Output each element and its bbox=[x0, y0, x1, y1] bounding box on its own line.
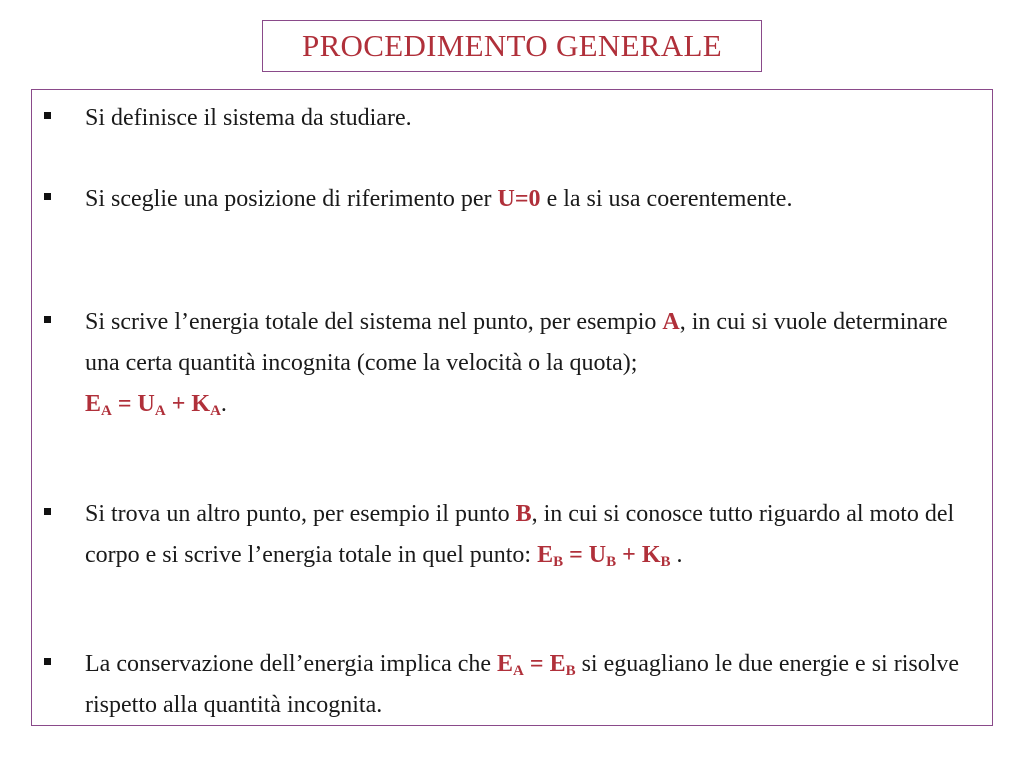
bullet-text-part: La conservazione dell’energia implica che bbox=[85, 651, 498, 677]
bullet-text-part: Si trova un altro punto, per esempio il punto bbox=[85, 501, 516, 527]
formula-symbol: = U bbox=[563, 542, 607, 568]
formula-end: . bbox=[670, 542, 683, 568]
bullet-text bbox=[85, 494, 978, 576]
square-bullet-icon bbox=[44, 193, 51, 200]
formula-symbol: E bbox=[537, 542, 554, 568]
bullet-text-part: , in cui si conosce tutto riguardo al moto del corpo e si scrive l’energia totale in quel punto: bbox=[85, 501, 955, 568]
highlight-term: A bbox=[662, 309, 680, 335]
highlight-term: B bbox=[515, 501, 532, 527]
square-bullet-icon bbox=[44, 316, 51, 323]
energy-formula bbox=[497, 651, 576, 677]
bullet-text bbox=[85, 302, 978, 425]
formula-symbol: + K bbox=[165, 391, 211, 417]
bullet-text-part: si eguagliano le due energie e si risolve rispetto alla quantità incognita. bbox=[85, 651, 960, 718]
formula-symbol: E bbox=[85, 391, 102, 417]
formula-subscript: A bbox=[154, 403, 166, 419]
title-box bbox=[262, 20, 762, 72]
formula-subscript: B bbox=[660, 554, 671, 570]
square-bullet-icon bbox=[44, 112, 51, 119]
slide-title: PROCEDIMENTO GENERALE bbox=[302, 28, 722, 63]
bullet-text bbox=[85, 98, 978, 139]
formula-symbol: E bbox=[497, 651, 514, 677]
formula-subscript: B bbox=[565, 663, 576, 679]
formula-symbol: + K bbox=[616, 542, 661, 568]
formula-end: . bbox=[220, 391, 227, 417]
highlight-term: U=0 bbox=[497, 186, 541, 212]
square-bullet-icon bbox=[44, 658, 51, 665]
formula-symbol: = U bbox=[111, 391, 155, 417]
formula-subscript: A bbox=[101, 403, 112, 419]
content-box bbox=[31, 89, 993, 726]
formula-symbol: = E bbox=[523, 651, 566, 677]
bullet-text-part: , in cui si vuole determinare una certa quantità incognita (come la velocità o la quota); bbox=[85, 309, 948, 376]
bullet-text bbox=[85, 179, 978, 220]
bullet-text-part: Si definisce il sistema da studiare. bbox=[85, 105, 412, 131]
bullet-text-part: Si scrive l’energia totale del sistema nel punto, per esempio bbox=[85, 309, 663, 335]
formula-subscript: B bbox=[606, 554, 617, 570]
bullet-text bbox=[85, 644, 978, 726]
bullet-text-part: Si sceglie una posizione di riferimento per bbox=[85, 186, 498, 212]
formula-subscript: A bbox=[210, 403, 221, 419]
formula-subscript: B bbox=[553, 554, 564, 570]
bullet-text-part: e la si usa coerentemente. bbox=[540, 186, 793, 212]
energy-formula bbox=[537, 542, 670, 568]
formula-subscript: A bbox=[513, 663, 524, 679]
square-bullet-icon bbox=[44, 508, 51, 515]
energy-formula bbox=[85, 391, 221, 417]
